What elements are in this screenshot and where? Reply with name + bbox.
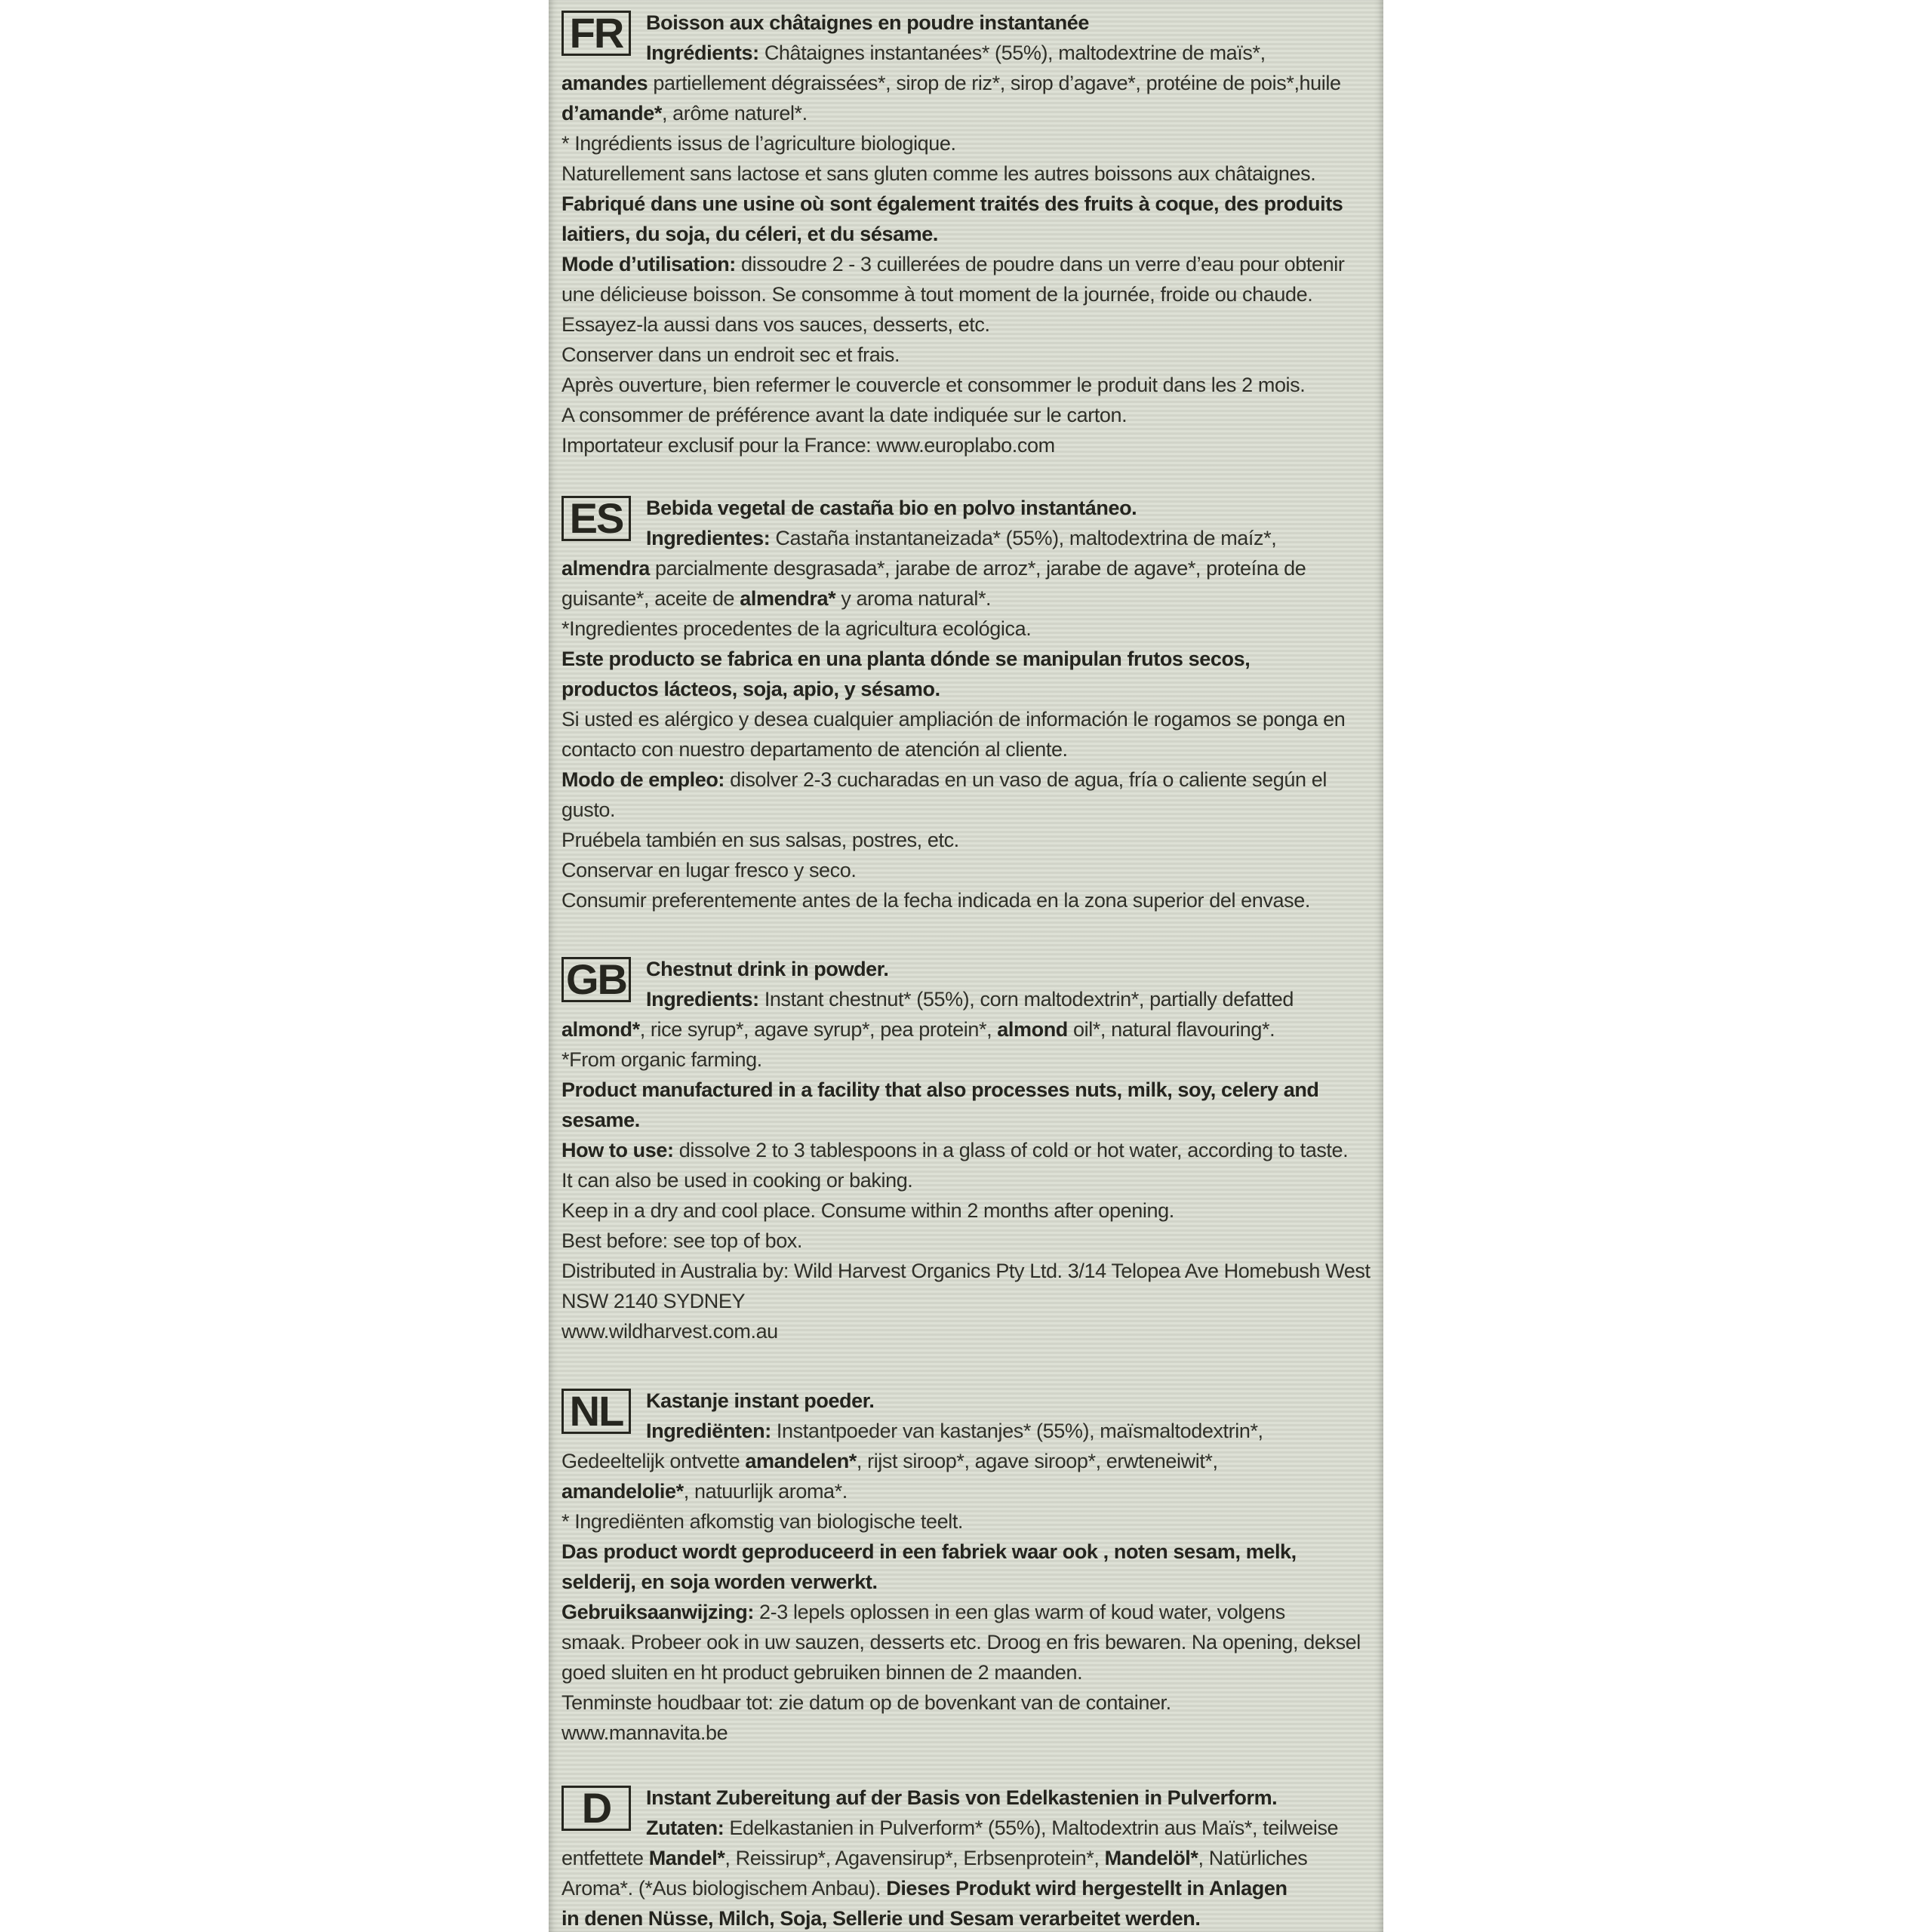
text-segment: , Reissirup*, Agavensirup*, Erbsenprotein*, <box>724 1847 1105 1869</box>
text-line <box>561 400 1375 430</box>
text-segment: guisante*, aceite de <box>561 587 740 610</box>
bold-text: almendra* <box>740 587 836 610</box>
text-line <box>561 68 1375 98</box>
bold-text: Mandel* <box>648 1847 725 1869</box>
bold-text: Fabriqué dans une usine où sont également traités des fruits à coque, des produits <box>561 192 1343 215</box>
text-line <box>561 1903 1375 1932</box>
text-line <box>561 1286 1375 1316</box>
bold-text: Zutaten: <box>646 1817 724 1839</box>
text-line <box>561 98 1375 128</box>
text-segment: Keep in a dry and cool place. Consume within 2 months after opening. <box>561 1199 1174 1222</box>
text-segment: , arôme naturel*. <box>661 102 808 125</box>
text-segment: disolver 2-3 cucharadas en un vaso de agua, fría o caliente según el <box>724 768 1327 791</box>
text-line <box>561 1014 1375 1044</box>
section-text <box>561 1386 1375 1748</box>
text-segment: Best before: see top of box. <box>561 1229 803 1252</box>
section-gb <box>561 954 1375 1346</box>
text-line <box>561 1597 1375 1627</box>
text-segment: oil*, natural flavouring*. <box>1067 1018 1275 1041</box>
text-segment: gusto. <box>561 798 616 821</box>
text-line <box>561 614 1375 644</box>
text-line <box>561 734 1375 764</box>
text-line <box>561 704 1375 734</box>
bold-text: Mandelöl* <box>1104 1847 1198 1869</box>
bold-text: productos lácteos, soja, apio, y sésamo. <box>561 678 940 700</box>
text-line <box>561 1843 1375 1873</box>
text-segment: entfettete <box>561 1847 649 1869</box>
text-segment: smaak. Probeer ook in uw sauzen, desserts etc. Droog en fris bewaren. Na opening, deksel <box>561 1631 1361 1654</box>
language-code-d: D <box>561 1786 631 1831</box>
text-line <box>561 1105 1375 1135</box>
language-code-nl: NL <box>561 1389 631 1434</box>
text-segment: Distributed in Australia by: Wild Harvest Organics Pty Ltd. 3/14 Telopea Ave Homebush West <box>561 1260 1371 1282</box>
bold-text: sesame. <box>561 1109 640 1131</box>
text-segment: partiellement dégraissées*, sirop de riz*, sirop d’agave*, protéine de pois*,huile <box>648 72 1341 94</box>
text-line <box>561 644 1375 674</box>
text-line <box>561 1873 1375 1903</box>
bold-text: d’amande* <box>561 102 662 125</box>
text-line <box>561 1195 1375 1226</box>
bold-text: Ingredientes: <box>646 527 771 549</box>
bold-text: almendra <box>561 557 650 580</box>
bold-text: Instant Zubereitung auf der Basis von Edelkastenien in Pulverform. <box>646 1786 1278 1809</box>
text-line <box>561 279 1375 309</box>
text-line <box>561 430 1375 460</box>
bold-text: Dieses Produkt wird hergestellt in Anlagen <box>886 1877 1287 1900</box>
text-segment: *Ingredientes procedentes de la agricultura ecológica. <box>561 617 1032 640</box>
bold-text: Product manufactured in a facility that also processes nuts, milk, soy, celery and <box>561 1078 1319 1101</box>
language-code-fr: FR <box>561 11 631 56</box>
text-segment: Instantpoeder van kastanjes* (55%), maïsmaltodextrin*, <box>771 1420 1263 1442</box>
text-line <box>561 825 1375 855</box>
text-line <box>561 674 1375 704</box>
text-segment: Après ouverture, bien refermer le couvercle et consommer le produit dans les 2 mois. <box>561 374 1306 396</box>
text-line <box>561 1075 1375 1105</box>
text-segment: Conserver dans un endroit sec et frais. <box>561 343 900 366</box>
text-segment: Edelkastanien in Pulverform* (55%), Maltodextrin aus Maïs*, teilweise <box>724 1817 1339 1839</box>
text-line <box>561 370 1375 400</box>
text-line <box>561 1627 1375 1657</box>
text-line <box>561 553 1375 583</box>
section-heading <box>561 1783 1375 1813</box>
bold-text: Ingrédients: <box>646 42 759 64</box>
text-line <box>561 1476 1375 1506</box>
section-text <box>561 8 1375 460</box>
text-segment: www.mannavita.be <box>561 1721 728 1744</box>
text-segment: une délicieuse boisson. Se consomme à tout moment de la journée, froide ou chaude. <box>561 283 1313 306</box>
text-line <box>561 249 1375 279</box>
bold-text: laitiers, du soja, du céleri, et du sésame. <box>561 223 939 245</box>
bold-text: How to use: <box>561 1139 674 1161</box>
text-line <box>561 1537 1375 1567</box>
text-segment: , rice syrup*, agave syrup*, pea protein*, <box>639 1018 998 1041</box>
text-segment: , natuurlijk aroma*. <box>683 1480 848 1503</box>
bold-text: in denen Nüsse, Milch, Soja, Sellerie und Sesam verarbeitet werden. <box>561 1907 1201 1930</box>
section-es <box>561 493 1375 915</box>
bold-text: amandelolie* <box>561 1480 684 1503</box>
text-line <box>561 1416 1375 1446</box>
text-line <box>561 885 1375 915</box>
bold-text: Chestnut drink in powder. <box>646 958 889 980</box>
language-code-es: ES <box>561 496 631 541</box>
text-segment: Conservar en lugar fresco y seco. <box>561 859 857 881</box>
text-segment: contacto con nuestro departamento de atención al cliente. <box>561 738 1068 761</box>
section-text <box>561 954 1375 1346</box>
bold-text: Kastanje instant poeder. <box>646 1389 875 1412</box>
text-segment: 2-3 lepels oplossen in een glas warm of koud water, volgens <box>753 1601 1285 1623</box>
text-segment: dissolve 2 to 3 tablespoons in a glass of cold or hot water, according to taste. <box>673 1139 1349 1161</box>
text-segment: *From organic farming. <box>561 1048 762 1071</box>
text-segment: Pruébela también en sus salsas, postres, etc. <box>561 829 959 851</box>
text-segment: Essayez-la aussi dans vos sauces, desserts, etc. <box>561 313 990 336</box>
text-line <box>561 1718 1375 1748</box>
section-nl <box>561 1386 1375 1748</box>
text-line <box>561 1316 1375 1346</box>
section-heading <box>561 8 1375 38</box>
text-line <box>561 795 1375 825</box>
text-line <box>561 309 1375 340</box>
text-line <box>561 855 1375 885</box>
section-heading <box>561 493 1375 523</box>
language-code-gb: GB <box>561 957 631 1002</box>
bold-text: almond <box>997 1018 1068 1041</box>
text-segment: Gedeeltelijk ontvette <box>561 1450 746 1472</box>
text-segment: www.wildharvest.com.au <box>561 1320 778 1343</box>
text-line <box>561 158 1375 189</box>
bold-text: almond* <box>561 1018 640 1041</box>
bold-text: amandelen* <box>745 1450 857 1472</box>
text-line <box>561 1165 1375 1195</box>
text-segment: It can also be used in cooking or baking. <box>561 1169 913 1192</box>
text-segment: A consommer de préférence avant la date indiquée sur le carton. <box>561 404 1128 426</box>
text-line <box>561 1687 1375 1718</box>
bold-text: Boisson aux châtaignes en poudre instantanée <box>646 11 1090 34</box>
section-d <box>561 1783 1375 1932</box>
text-segment: Consumir preferentemente antes de la fecha indicada en la zona superior del envase. <box>561 889 1310 912</box>
text-line <box>561 1446 1375 1476</box>
text-segment: Naturellement sans lactose et sans gluten comme les autres boissons aux châtaignes. <box>561 162 1316 185</box>
bold-text: Bebida vegetal de castaña bio en polvo instantáneo. <box>646 497 1137 519</box>
text-line <box>561 583 1375 614</box>
text-line <box>561 523 1375 553</box>
text-segment: Instant chestnut* (55%), corn maltodextrin*, partially defatted <box>758 988 1294 1011</box>
text-segment: dissoudre 2 - 3 cuillerées de poudre dans un verre d’eau pour obtenir <box>735 253 1345 275</box>
text-line <box>561 340 1375 370</box>
text-segment: Castaña instantaneizada* (55%), maltodextrina de maíz*, <box>770 527 1277 549</box>
text-line <box>561 219 1375 249</box>
text-line <box>561 984 1375 1014</box>
bold-text: Modo de empleo: <box>561 768 724 791</box>
text-segment: , Natürliches <box>1198 1847 1308 1869</box>
text-segment: * Ingrédients issus de l’agriculture biologique. <box>561 132 956 155</box>
text-line <box>561 1226 1375 1256</box>
bold-text: amandes <box>561 72 648 94</box>
text-line <box>561 764 1375 795</box>
product-label-panel <box>549 0 1383 1932</box>
text-segment: * Ingrediënten afkomstig van biologische teelt. <box>561 1510 964 1533</box>
section-text <box>561 1783 1375 1932</box>
text-segment: y aroma natural*. <box>835 587 992 610</box>
text-line <box>561 1567 1375 1597</box>
text-line <box>561 38 1375 68</box>
text-segment: , rijst siroop*, agave siroop*, erwteneiwit*, <box>856 1450 1218 1472</box>
text-segment: Importateur exclusif pour la France: www.europlabo.com <box>561 434 1055 457</box>
text-line <box>561 1813 1375 1843</box>
text-line <box>561 128 1375 158</box>
bold-text: Mode d’utilisation: <box>561 253 736 275</box>
text-segment: Tenminste houdbaar tot: zie datum op de bovenkant van de container. <box>561 1691 1171 1714</box>
text-line <box>561 1256 1375 1286</box>
bold-text: selderij, en soja worden verwerkt. <box>561 1571 878 1593</box>
text-line <box>561 1506 1375 1537</box>
bold-text: Das product wordt geproduceerd in een fabriek waar ook , noten sesam, melk, <box>561 1540 1297 1563</box>
bold-text: Gebruiksaanwijzing: <box>561 1601 754 1623</box>
text-segment: Châtaignes instantanées* (55%), maltodextrine de maïs*, <box>758 42 1266 64</box>
text-line <box>561 1657 1375 1687</box>
text-line <box>561 189 1375 219</box>
text-segment: Si usted es alérgico y desea cualquier ampliación de información le rogamos se ponga en <box>561 708 1346 731</box>
section-heading <box>561 1386 1375 1416</box>
text-line <box>561 1135 1375 1165</box>
text-segment: NSW 2140 SYDNEY <box>561 1290 746 1312</box>
bold-text: Ingrediënten: <box>646 1420 771 1442</box>
bold-text: Este producto se fabrica en una planta dónde se manipulan frutos secos, <box>561 648 1251 670</box>
text-segment: goed sluiten en ht product gebruiken binnen de 2 maanden. <box>561 1661 1083 1684</box>
bold-text: Ingredients: <box>646 988 759 1011</box>
text-segment: Aroma*. (*Aus biologischem Anbau). <box>561 1877 887 1900</box>
text-line <box>561 1044 1375 1075</box>
section-heading <box>561 954 1375 984</box>
section-text <box>561 493 1375 915</box>
text-segment: parcialmente desgrasada*, jarabe de arroz*, jarabe de agave*, proteína de <box>649 557 1306 580</box>
section-fr <box>561 8 1375 460</box>
